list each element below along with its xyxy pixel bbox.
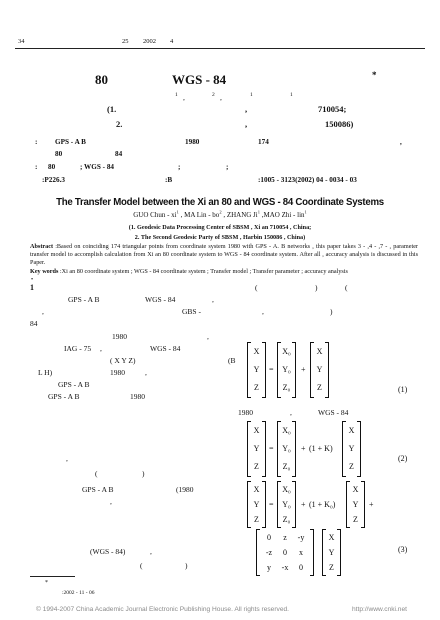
- plus-sign: +: [301, 444, 306, 453]
- author-sup: 1: [176, 209, 179, 215]
- title-fragment: WGS - 84: [172, 72, 227, 87]
- page-number: 34: [18, 38, 25, 45]
- author-name: , MA Lin - bo: [178, 211, 220, 219]
- origin-matrix: [277, 421, 296, 477]
- matrix-cell: X₀: [282, 426, 291, 435]
- english-title: The Transfer Model between the Xi an 80 and WGS - 84 Coordinate Systems: [56, 196, 384, 208]
- matrix-cell: y: [267, 563, 271, 572]
- keywords-cn-fragment: ;: [178, 163, 181, 171]
- body-fragment: GPS - A B: [58, 380, 90, 389]
- affiliation-fragment: 150086): [325, 119, 354, 129]
- english-affiliation-1: (1. Geodesic Data Processing Center of SBSM , Xi an 710054 , China;: [128, 224, 312, 231]
- author-mark: 1: [250, 92, 253, 98]
- plus-sign: +: [369, 500, 374, 509]
- body-fragment: 1980: [112, 332, 127, 341]
- keywords-cn-fragment: ;: [226, 163, 229, 171]
- matrix-cell: Y: [328, 548, 335, 557]
- affiliation-fragment: ,: [245, 119, 248, 129]
- scale-factor: (1 + K): [309, 444, 333, 453]
- author-name: GUO Chun - xi: [133, 211, 177, 219]
- received-date: :2002 - 11 - 06: [62, 590, 95, 596]
- keywords-cn-fragment: ; WGS - 84: [80, 163, 115, 171]
- body-fragment: (1980: [176, 485, 194, 494]
- abstract-cn-fragment: :: [35, 138, 38, 146]
- author-name: ,MAO Zhi - lin: [259, 211, 305, 219]
- body-fragment: (WGS - 84): [90, 547, 126, 556]
- body-fragment: ,: [66, 454, 68, 463]
- author-mark: 1: [290, 92, 293, 98]
- matrix-cell: X₀: [282, 347, 291, 356]
- affiliation-fragment: 710054;: [318, 104, 347, 114]
- matrix-cell: Z₀: [282, 383, 291, 392]
- body-fragment: ,: [290, 408, 292, 417]
- volume-number: 25: [122, 38, 129, 45]
- abstract-cn-fragment: GPS - A B: [55, 138, 86, 146]
- matrix-cell: Y: [352, 500, 359, 509]
- abstract-cn-fragment: 80: [55, 150, 63, 158]
- vector-matrix: [247, 342, 266, 398]
- affiliation-fragment: (1.: [107, 104, 117, 114]
- english-keywords: [30, 268, 420, 276]
- matrix-cell: 0: [299, 563, 303, 572]
- body-fragment: GPS - A B: [48, 392, 80, 401]
- matrix-cell: Y: [253, 500, 260, 509]
- vector-matrix: [346, 481, 365, 528]
- abstract-label: Abstract: [30, 243, 54, 250]
- author-sup: 2: [219, 209, 222, 215]
- plus-sign: +: [301, 500, 306, 509]
- body-fragment: ,: [150, 547, 152, 556]
- vector-matrix: [247, 421, 266, 477]
- matrix-cell: -x: [281, 563, 289, 572]
- body-fragment: ,: [207, 332, 209, 341]
- body-fragment: WGS - 84: [318, 408, 349, 417]
- document-code: :B: [165, 176, 173, 184]
- body-fragment: 84: [30, 319, 38, 328]
- equation-number: (2): [398, 454, 408, 463]
- keywords-cn-fragment: :: [35, 163, 38, 171]
- body-fragment: L H): [38, 368, 53, 377]
- english-abstract: [30, 243, 418, 267]
- author-mark: ,: [220, 93, 222, 102]
- abstract-cn-fragment: 174: [258, 138, 269, 146]
- matrix-cell: Z: [317, 383, 322, 392]
- equals-sign: =: [269, 500, 274, 509]
- footnote-mark: *: [45, 580, 48, 586]
- matrix-cell: Z: [254, 383, 259, 392]
- rotation-matrix: [256, 529, 314, 576]
- body-fragment: WGS - 84: [145, 295, 176, 304]
- matrix-cell: Z: [353, 515, 358, 524]
- vector-matrix: [342, 421, 361, 477]
- matrix-cell: Y₀: [282, 365, 291, 374]
- body-fragment: WGS - 84: [150, 344, 181, 353]
- vector-matrix: [322, 529, 341, 576]
- body-fragment: (: [255, 283, 258, 292]
- section-number: 1: [30, 283, 34, 292]
- classification-number: :P226.3: [42, 176, 65, 184]
- body-fragment: GPS - A B: [82, 485, 114, 494]
- matrix-cell: Z: [329, 563, 334, 572]
- bullet: •: [31, 277, 34, 283]
- author-mark: ,: [183, 93, 185, 102]
- matrix-cell: Y₀: [282, 444, 291, 453]
- abstract-text: :Based on coinciding 174 triangular points from coordinate system 1980 with GPS - A. B networks , this paper takes 3 - ,4 - ,7 - , parameter transfer model to accomplish calculation from Xi an 80 coordinate system to WGS - 84 coordinate system. After all , accuracy analysis is discussed in this Paper.: [30, 243, 418, 266]
- body-fragment: GPS - A B: [68, 295, 100, 304]
- origin-matrix: [277, 481, 296, 528]
- matrix-cell: X: [253, 426, 260, 435]
- equation-number: (3): [398, 545, 408, 554]
- issue-number: 4: [170, 38, 174, 45]
- scale-factor: (1 + K₀): [309, 500, 336, 509]
- keywords-cn-fragment: 80: [48, 163, 56, 171]
- body-fragment: ): [330, 307, 333, 316]
- body-fragment: ,: [42, 307, 44, 316]
- abstract-cn-fragment: ,: [400, 138, 402, 146]
- matrix-cell: Z: [254, 462, 259, 471]
- body-fragment: ,: [110, 497, 112, 506]
- matrix-cell: X: [328, 533, 335, 542]
- body-fragment: ): [185, 561, 188, 570]
- body-fragment: ): [315, 283, 318, 292]
- author-name: , ZHANG Ji: [221, 211, 258, 219]
- author-sup: 1: [304, 209, 307, 215]
- equals-sign: =: [269, 365, 274, 374]
- matrix-cell: -y: [297, 533, 305, 542]
- keywords-text: :Xi an 80 coordinate system ; WGS - 84 coordinate system ; Transfer model ; Transfer parameter ; accuracy analysis: [58, 268, 348, 275]
- matrix-cell: Z: [254, 515, 259, 524]
- author-mark: 1: [175, 92, 178, 98]
- matrix-cell: z: [283, 533, 287, 542]
- footnote-rule: [30, 576, 75, 577]
- copyright-notice: © 1994-2007 China Academic Journal Electronic Publishing House. All rights reserved.: [36, 606, 289, 613]
- vector-matrix: [310, 342, 329, 398]
- body-fragment: (: [345, 283, 348, 292]
- matrix-cell: Z: [349, 462, 354, 471]
- matrix-cell: X: [316, 347, 323, 356]
- matrix-cell: 0: [283, 548, 287, 557]
- keywords-label: Key words: [30, 268, 59, 275]
- body-fragment: (: [140, 561, 143, 570]
- matrix-cell: X: [352, 485, 359, 494]
- body-fragment: 1980: [238, 408, 253, 417]
- year: 2002: [143, 38, 156, 45]
- matrix-cell: X: [348, 426, 355, 435]
- header-rule: [15, 48, 425, 49]
- body-fragment: ,: [145, 368, 147, 377]
- plus-sign: +: [301, 365, 306, 374]
- matrix-cell: Y: [316, 365, 323, 374]
- affiliation-fragment: 2.: [116, 119, 123, 129]
- body-fragment: 1980: [110, 368, 125, 377]
- article-id: :1005 - 3123(2002) 04 - 0034 - 03: [258, 176, 357, 184]
- abstract-cn-fragment: 1980: [185, 138, 200, 146]
- affiliation-fragment: ,: [245, 104, 248, 114]
- matrix-cell: X: [253, 347, 260, 356]
- matrix-cell: X: [253, 485, 260, 494]
- body-fragment: ): [142, 469, 145, 478]
- matrix-cell: Y: [253, 365, 260, 374]
- equation-number: (1): [398, 385, 408, 394]
- body-fragment: ,: [212, 295, 214, 304]
- body-fragment: ,: [100, 344, 102, 353]
- abstract-cn-fragment: 84: [115, 150, 123, 158]
- author-mark: 2: [212, 92, 215, 98]
- footer-url: http://www.cnki.net: [352, 606, 407, 613]
- matrix-cell: Y: [253, 444, 260, 453]
- matrix-cell: Z₀: [282, 462, 291, 471]
- english-authors: [0, 211, 440, 220]
- body-fragment: (B: [228, 356, 236, 365]
- title-footnote-mark: *: [372, 70, 377, 80]
- body-fragment: ( X Y Z): [110, 356, 136, 365]
- matrix-cell: X₀: [282, 485, 291, 494]
- title-fragment: 80: [95, 72, 108, 87]
- matrix-cell: Y: [348, 444, 355, 453]
- matrix-cell: Z₀: [282, 515, 291, 524]
- equals-sign: =: [269, 444, 274, 453]
- matrix-cell: 0: [267, 533, 271, 542]
- body-fragment: (: [95, 469, 98, 478]
- body-fragment: GBS -: [182, 307, 201, 316]
- body-fragment: ,: [262, 307, 264, 316]
- author-sup: 1: [257, 209, 260, 215]
- vector-matrix: [247, 481, 266, 528]
- body-fragment: IAG - 75: [64, 344, 92, 353]
- matrix-cell: Y₀: [282, 500, 291, 509]
- origin-matrix: [277, 342, 296, 398]
- body-fragment: 1980: [130, 392, 145, 401]
- matrix-cell: -z: [265, 548, 273, 557]
- english-affiliation-2: 2. The Second Geodesic Party of SBSM , Harbin 150086 , China): [134, 234, 306, 241]
- matrix-cell: x: [299, 548, 303, 557]
